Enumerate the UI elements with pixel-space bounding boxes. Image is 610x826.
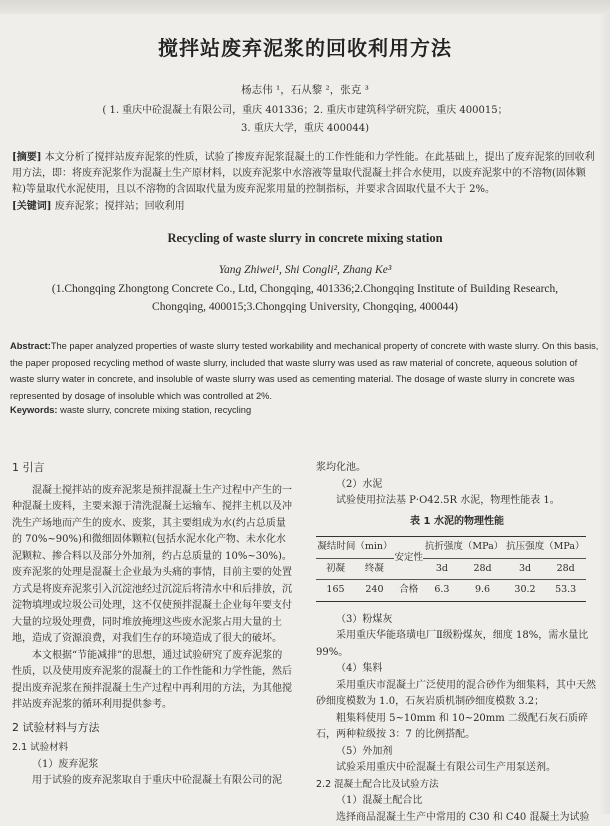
cell-soundness: 合格 [394,580,424,602]
table-caption: 表 1 水泥的物理性能 [316,514,598,531]
abstract-cn [12,150,598,198]
paper-title: 搅拌站废弃泥浆的回收利用方法 [0,32,610,61]
aggregate-paragraph-2: 粗集料使用 5~10mm 和 10~20mm 二级配石灰石质碎石，两种粒级按 3：7 的比例搭配。 [316,711,598,744]
item-admixture: （5）外加剂 [316,744,598,761]
th-flexural: 抗折强度（MPa） [423,537,504,559]
english-keywords-text: waste slurry, concrete mixing station, recycling [60,405,251,415]
english-affiliation-line1: (1.Chongqing Zhongtong Concrete Co., Ltd, Chongqing, 401336;2.Chongqing Institute of Building Research, [0,283,610,295]
cell-flex-28d: 9.6 [460,580,504,602]
cement-properties-table [316,536,586,602]
th-comp-28d: 28d [545,558,586,580]
th-flex-28d: 28d [460,558,504,580]
cell-comp-3d: 30.2 [505,580,546,602]
table-header-row [316,537,586,559]
keywords-cn-label: [关键词] [12,201,51,212]
item-waste-slurry: （1）废弃泥浆 [12,757,292,774]
intro-paragraph-1: 混凝土搅拌站的废弃泥浆是预拌混凝土生产过程中产生的一种混凝土废料，主要来源于清洗混凝土运输车、搅拌主机以及冲洗生产场地而产生的废水、废浆，其主要组成为水(约占总质量的 70%~90%)和微细固体颗粒(包括水泥水化产物、未水化水泥颗粒、掺合料以及部分外加剂，约占总质量的 10%~30%)。废弃泥浆的处理是混凝土企业最为头痛的事情，目前主要的处置方式是将废弃泥浆引入沉淀池经过沉淀后将清水中和后排放，沉淀物填埋或垃圾公司处理，这不仅使预拌混凝土企业每年要支付大量的垃圾处理费，同时堆放掩埋这些废水泥浆占用大量的土地，造成了资源浪费，对我们生存的环境造成了很大的破坏。 [12,483,292,648]
th-compressive: 抗压强度（MPa） [505,537,586,559]
th-initial-set: 初凝 [316,558,355,580]
english-abstract-label: Abstract: [10,341,51,351]
english-authors: Yang Zhiwei¹, Shi Congli², Zhang Ke³ [0,264,610,276]
english-abstract [10,338,600,404]
abstract-cn-label: [摘要] [12,152,41,163]
table-subheader-row [316,558,586,580]
affiliation-cn-line2: 3. 重庆大学，重庆 400044) [0,119,610,134]
affiliation-cn-line1: ( 1. 重庆中砼混凝土有限公司，重庆 401336；2. 重庆市建筑科学研究院，重庆 400015； [0,101,610,116]
abstract-cn-text: 本文分析了搅拌站废弃泥浆的性质，试验了掺废弃泥浆混凝土的工作性能和力学性能。在此基础上，提出了废弃泥浆的回收利用方法，即：将废弃泥浆作为混凝土生产原材料，以废弃泥浆中水溶液等量取代混凝土拌合水使用，以废弃泥浆中的不溶物(固体颗粒)等量取代水泥使用，且以不溶物的含固取代量为废弃泥浆用量的控制指标，并要求含固取代量不大于 2%。 [12,152,595,195]
cell-flex-3d: 6.3 [423,580,460,602]
th-flex-3d: 3d [423,558,460,580]
intro-paragraph-2: 本文根据“节能减排”的思想，通过试验研究了废弃泥浆的性质，以及使用废弃泥浆的混凝土的工作性能和力学性能，然后提出废弃泥浆在预拌混凝土生产过程中再利用的方法，为其他搅拌站废弃泥浆的循环利用提供参考。 [12,648,292,714]
item-aggregate: （4）集料 [316,661,598,678]
authors-cn: 杨志伟 ¹，石从黎 ²，张克 ³ [0,82,610,97]
english-title: Recycling of waste slurry in concrete mixing station [0,231,610,246]
fly-ash-paragraph: 采用重庆华能珞璜电厂Ⅱ级粉煤灰，细度 18%，需水量比 99%。 [316,628,598,661]
waste-slurry-paragraph: 用于试验的废弃泥浆取自于重庆中砼混凝土有限公司的泥 [12,773,292,790]
right-column [316,460,598,826]
item-fly-ash: （3）粉煤灰 [316,612,598,629]
admixture-paragraph: 试验采用重庆中砼混凝土有限公司生产用泵送剂。 [316,760,598,777]
th-comp-3d: 3d [505,558,546,580]
item-cement: （2）水泥 [316,477,598,494]
section-intro-heading: 1 引言 [12,460,292,477]
section-method-heading: 2 试验材料与方法 [12,720,292,737]
english-keywords-label: Keywords: [10,405,58,415]
item-mix-proportion: （1）混凝土配合比 [316,793,598,810]
th-soundness: 安定性 [394,537,424,580]
th-final-set: 终凝 [355,558,394,580]
cement-paragraph: 试验使用拉法基 P·O42.5R 水泥，物理性能表 1。 [316,493,598,510]
subsection-mix-heading: 2.2 混凝土配合比及试验方法 [316,777,598,794]
left-column [12,460,292,790]
english-affiliation-line2: Chongqing, 400015;3.Chongqing University, Chongqing, 400044) [0,301,610,313]
table-row [316,580,586,602]
th-setting-time: 凝结时间（min） [316,537,394,559]
cell-initial-set: 165 [316,580,355,602]
mix-paragraph: 选择商品混凝土生产中常用的 C30 和 C40 混凝土为试验 [316,810,598,826]
english-keywords [10,405,600,415]
aggregate-paragraph-1: 采用重庆市混凝土广泛使用的混合砂作为细集料，其中天然砂细度模数为 1.0，石灰岩质机制砂细度模数 3.2； [316,678,598,711]
slurry-continued: 浆均化池。 [316,460,598,477]
cell-final-set: 240 [355,580,394,602]
page-top-strip [0,0,610,14]
keywords-cn-text: 废弃泥浆；搅拌站；回收利用 [55,201,185,212]
subsection-materials-heading: 2.1 试验材料 [12,740,292,757]
cell-comp-28d: 53.3 [545,580,586,602]
keywords-cn [12,199,598,215]
english-abstract-text: The paper analyzed properties of waste slurry tested workability and mechanical property of concrete with waste slurry. On this basis, the paper proposed recycling method of waste slurry, included that waste slurry was used as raw material of concrete, aqueous solution of waste slurry water in concrete, and insoluble of waste slurry was used as cementing material. The dosage of waste slurry in concrete was represented by dosage of insoluble which was controlled at 2%. [10,341,598,401]
